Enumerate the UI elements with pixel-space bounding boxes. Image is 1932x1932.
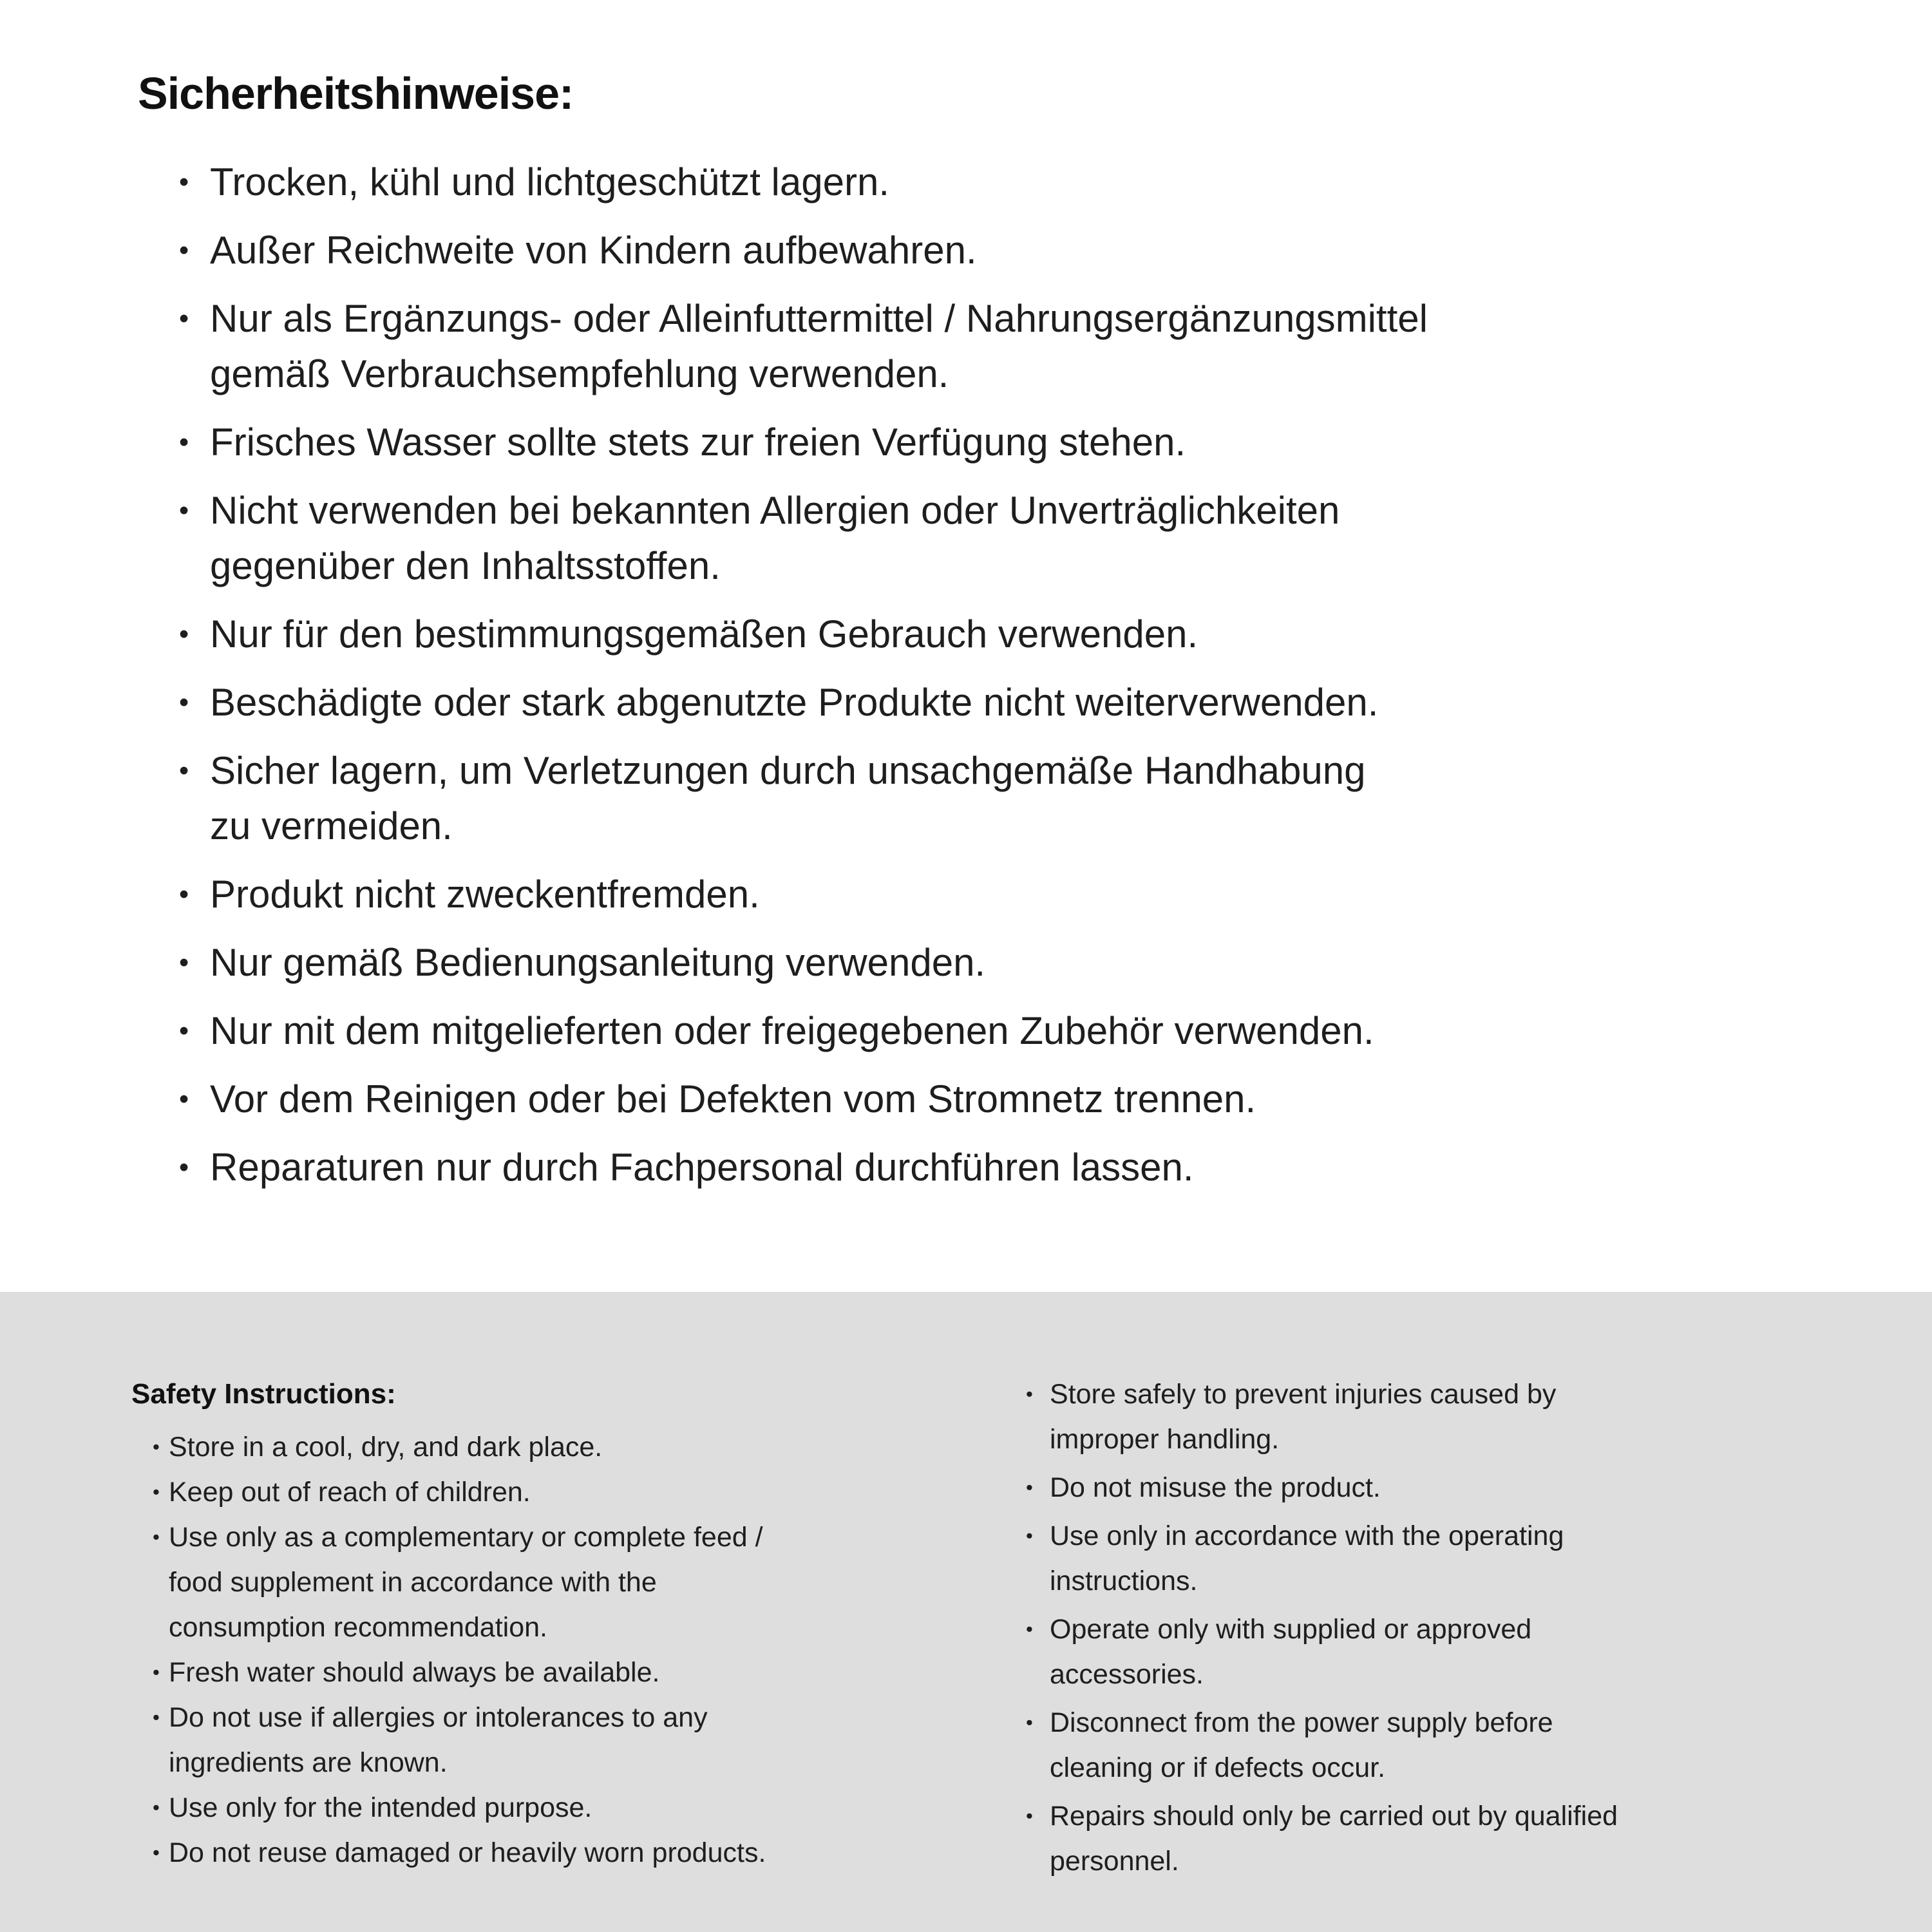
list-item-text: Sicher lagern, um Verletzungen durch unsachgemäße Handhabung zu vermeiden. [210, 749, 1366, 848]
list-item [179, 743, 1932, 854]
list-item-text: Nicht verwenden bei bekannten Allergien oder Unverträglichkeiten gegenüber den Inhaltsstoffen. [210, 489, 1340, 587]
list-item-text: Produkt nicht zweckentfremden. [210, 873, 760, 916]
list-item [179, 867, 1932, 922]
list-item [1026, 1372, 1932, 1462]
list-item-text: Fresh water should always be available. [169, 1657, 660, 1688]
list-item-text: Nur als Ergänzungs- oder Alleinfuttermittel / Nahrungsergänzungsmittel gemäß Verbrauchsempfehlung verwenden. [210, 297, 1428, 395]
list-item [179, 223, 1932, 278]
bullet-icon: • [179, 879, 189, 910]
list-item [1026, 1700, 1932, 1790]
english-instructions-list-right [1026, 1372, 1932, 1884]
bullet-icon: • [1026, 1711, 1033, 1734]
german-section-title: Sicherheitshinweise: [138, 68, 574, 118]
bullet-icon: • [153, 1481, 160, 1503]
list-item-text: Do not misuse the product. [1050, 1472, 1381, 1503]
bullet-icon: • [153, 1706, 160, 1728]
list-item [179, 935, 1932, 990]
list-item [153, 1830, 1026, 1875]
list-item [1026, 1465, 1932, 1510]
bullet-icon: • [153, 1661, 160, 1683]
bullet-icon: • [179, 235, 189, 266]
list-item [1026, 1607, 1932, 1697]
bullet-icon: • [179, 1152, 189, 1183]
english-section-title: Safety Instructions: [131, 1378, 396, 1410]
list-item-text: Nur mit dem mitgelieferten oder freigegebenen Zubehör verwenden. [210, 1009, 1374, 1052]
list-item [153, 1785, 1026, 1830]
bullet-icon: • [179, 947, 189, 978]
bullet-icon: • [1026, 1618, 1033, 1640]
list-item-text: Nur für den bestimmungsgemäßen Gebrauch verwenden. [210, 612, 1198, 656]
list-item-text: Außer Reichweite von Kindern aufbewahren. [210, 229, 977, 272]
bullet-icon: • [179, 303, 189, 334]
list-item-text: Vor dem Reinigen oder bei Defekten vom Stromnetz trennen. [210, 1077, 1256, 1121]
bullet-icon: • [179, 167, 189, 198]
bullet-icon: • [153, 1796, 160, 1819]
bullet-icon: • [179, 619, 189, 650]
bullet-icon: • [153, 1435, 160, 1458]
list-item [153, 1425, 1026, 1470]
bullet-icon: • [179, 495, 189, 526]
bullet-icon: • [1026, 1476, 1033, 1499]
list-item [1026, 1794, 1932, 1884]
list-item-text: Operate only with supplied or approved accessories. [1050, 1614, 1532, 1690]
bullet-icon: • [179, 1084, 189, 1115]
list-item [153, 1515, 1026, 1650]
list-item [179, 607, 1932, 662]
bullet-icon: • [153, 1526, 160, 1548]
list-item [179, 415, 1932, 470]
list-item-text: Use only as a complementary or complete feed / food supplement in accordance with the consumption recommendation. [169, 1522, 763, 1643]
list-item [179, 155, 1932, 210]
list-item [153, 1650, 1026, 1695]
bullet-icon: • [179, 427, 189, 458]
list-item-text: Reparaturen nur durch Fachpersonal durchführen lassen. [210, 1146, 1194, 1189]
list-item [153, 1695, 1026, 1785]
list-item [179, 1140, 1932, 1195]
english-left-column [131, 1372, 1026, 1875]
list-item-text: Keep out of reach of children. [169, 1477, 531, 1508]
list-item-text: Store in a cool, dry, and dark place. [169, 1432, 603, 1463]
list-item [153, 1470, 1026, 1515]
bullet-icon: • [153, 1841, 160, 1864]
list-item [179, 1072, 1932, 1127]
bullet-icon: • [179, 755, 189, 786]
list-item-text: Beschädigte oder stark abgenutzte Produkte nicht weiterverwenden. [210, 681, 1379, 724]
bullet-icon: • [1026, 1524, 1033, 1547]
list-item [179, 291, 1932, 402]
list-item [1026, 1513, 1932, 1604]
list-item [179, 1003, 1932, 1059]
english-right-column [1026, 1372, 1932, 1887]
list-item-text: Trocken, kühl und lichtgeschützt lagern. [210, 160, 890, 204]
list-item-text: Use only for the intended purpose. [169, 1792, 592, 1823]
bullet-icon: • [179, 1016, 189, 1046]
list-item-text: Repairs should only be carried out by qualified personnel. [1050, 1801, 1618, 1877]
list-item [179, 483, 1932, 594]
list-item-text: Store safely to prevent injuries caused by improper handling. [1050, 1379, 1557, 1455]
bullet-icon: • [1026, 1383, 1033, 1405]
list-item-text: Do not reuse damaged or heavily worn products. [169, 1837, 766, 1868]
list-item-text: Use only in accordance with the operating instructions. [1050, 1520, 1564, 1596]
bullet-icon: • [1026, 1804, 1033, 1827]
list-item-text: Disconnect from the power supply before cleaning or if defects occur. [1050, 1707, 1553, 1783]
list-item-text: Do not use if allergies or intolerances to any ingredients are known. [169, 1702, 708, 1778]
list-item-text: Nur gemäß Bedienungsanleitung verwenden. [210, 941, 986, 984]
english-section [0, 1292, 1932, 1932]
bullet-icon: • [179, 687, 189, 718]
german-instructions-list [179, 155, 1932, 1195]
english-instructions-list-left [153, 1425, 1026, 1875]
list-item-text: Frisches Wasser sollte stets zur freien Verfügung stehen. [210, 421, 1186, 464]
list-item [179, 675, 1932, 730]
